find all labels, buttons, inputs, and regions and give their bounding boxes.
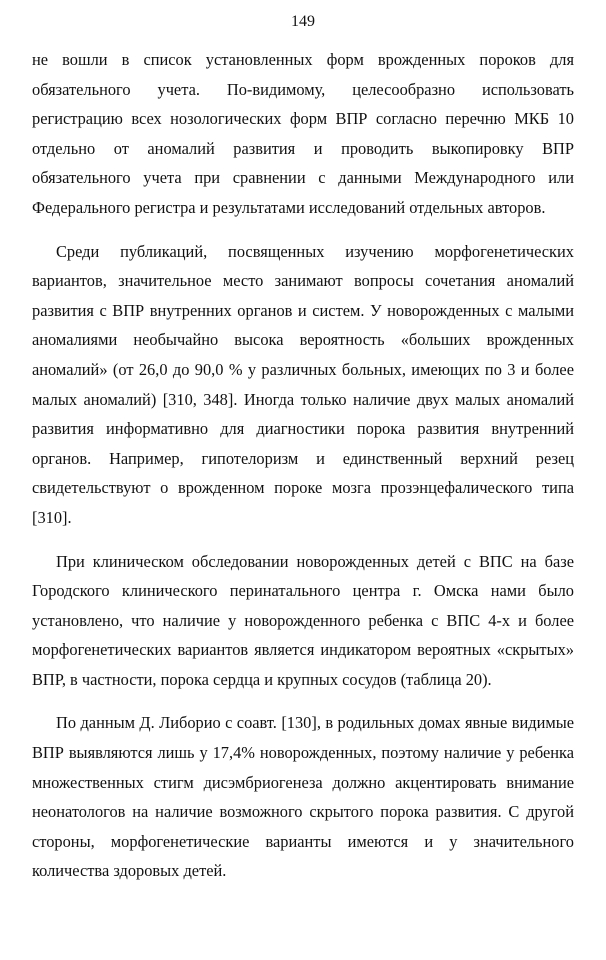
paragraph-1: не вошли в список установленных форм врожденных пороков для обязательного учета. По-видимому, целесообразно использовать регистрацию всех нозологических форм ВПР согласно перечню МКБ 10 отдельно от аномалий развития и проводить выкопировку ВПР обязательного учета при сравнении с данными Международного или Федерального регистра и результатами исследований отдельных авторов.: [32, 50, 574, 217]
paragraph-4: По данным Д. Либорио с соавт. [130], в родильных домах явные видимые ВПР выявляются лишь у 17,4% новорожденных, поэтому наличие у ребенка множественных стигм дисэмбриогенеза должно акцентировать внимание неонатологов на наличие возможного скрытого порока развития. С другой стороны, морфогенетические варианты имеются и у значительного количества здоровых детей.: [32, 713, 574, 881]
paragraph-3: При клиническом обследовании новорожденных детей с ВПС на базе Городского клинического перинатального центра г. Омска нами было установлено, что наличие у новорожденного ребенка с ВПС 4-х и более морфогенетических вариантов является индикатором вероятных «скрытых» ВПР, в частности, порока сердца и крупных сосудов (таблица 20).: [32, 551, 574, 689]
page-body: [32, 45, 574, 900]
paragraph-2: Среди публикаций, посвященных изучению морфогенетических вариантов, значительное место занимают вопросы сочетания аномалий развития с ВПР внутренних органов и систем. У новорожденных с малыми аномалиями необычайно высока вероятность «больших врожденных аномалий» (от 26,0 до 90,0 % у различных больных, имеющих по 3 и более малых аномалий) [310, 348]. Иногда только наличие двух малых аномалий развития информативно для диагностики порока развития внутренний органов. Например, гипотелоризм и единственный верхний резец свидетельствуют о врожденном пороке мозга прозэнцефалического типа [310].: [32, 241, 574, 527]
page-number: 149: [291, 13, 315, 30]
